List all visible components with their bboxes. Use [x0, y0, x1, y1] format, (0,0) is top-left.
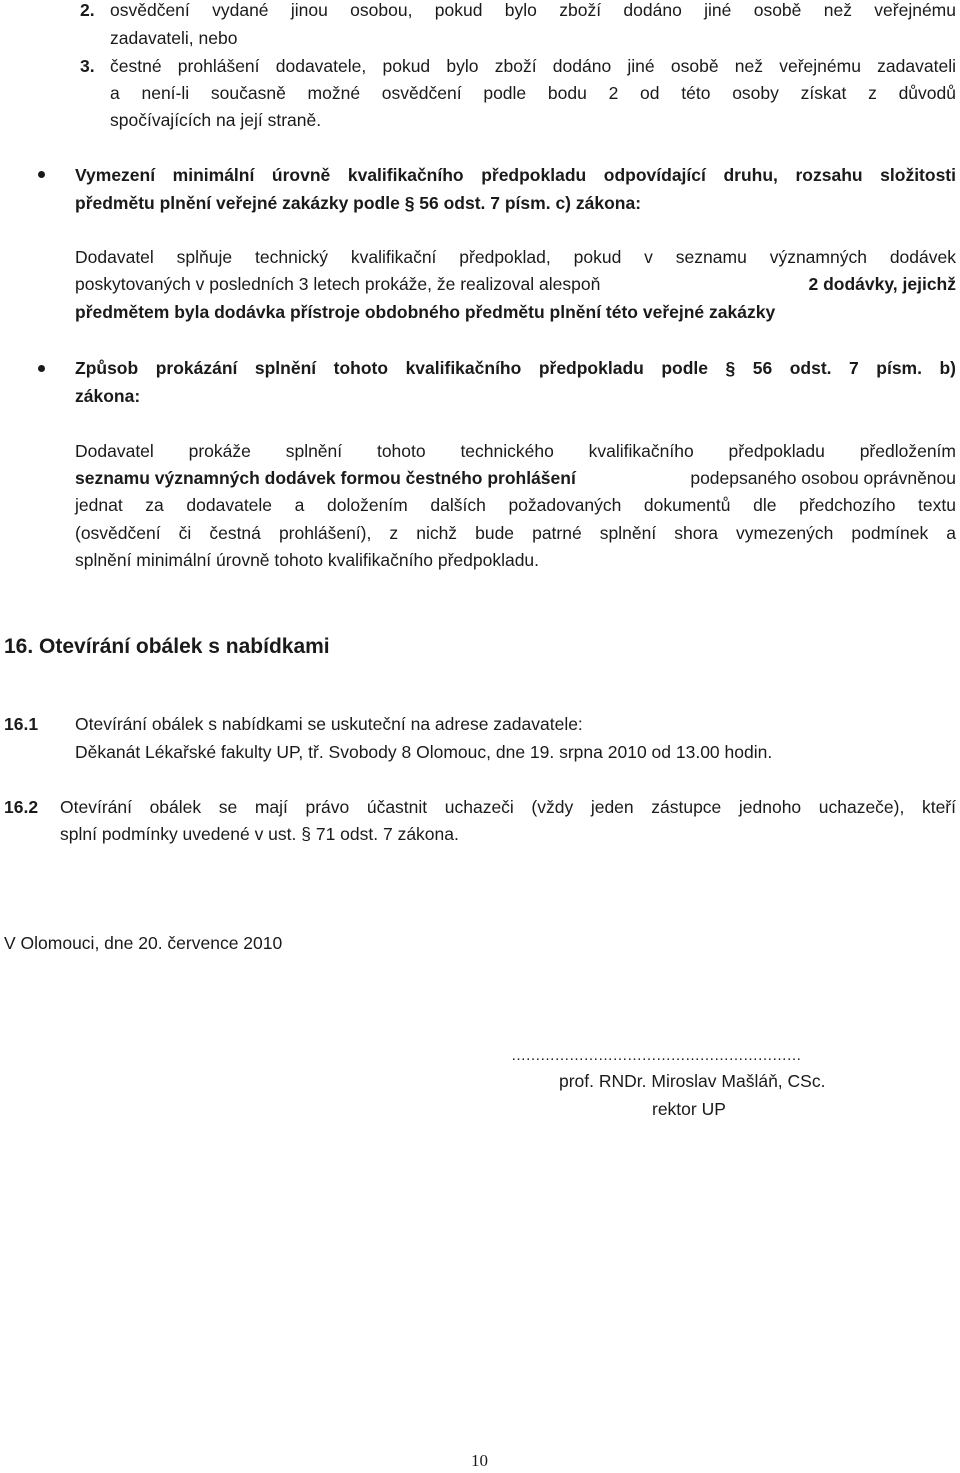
- list-item-3-line1: čestné prohlášení dodavatele, pokud bylo zboží dodáno jiné osobě než veřejnému zadavateli: [110, 56, 956, 76]
- place-and-date: V Olomouci, dne 20. července 2010: [4, 933, 283, 953]
- page-number: 10: [471, 1451, 488, 1470]
- proof-heading-line2: zákona:: [75, 386, 141, 406]
- section-16-title: 16. Otevírání obálek s nabídkami: [4, 635, 330, 658]
- subsection-16-1-line1: Otevírání obálek s nabídkami se uskuteční na adrese zadavatele:: [75, 714, 583, 734]
- min-level-heading-line2: předmětu plnění veřejné zakázky podle § 56 odst. 7 písm. c) zákona:: [75, 193, 642, 213]
- subsection-16-1-line2: Děkanát Lékařské fakulty UP, tř. Svobody 8 Olomouc, dne 19. srpna 2010 od 13.00 hodin.: [75, 742, 773, 762]
- list-item-3-number: 3.: [80, 56, 95, 76]
- subsection-16-2-line1: Otevírání obálek se mají právo účastnit uchazeči (vždy jeden zástupce jednoho uchazeče), kteří: [60, 797, 956, 817]
- subsection-16-1-number: 16.1: [4, 714, 39, 734]
- proof-para-line4: (osvědčení či čestná prohlášení), z nichž bude patrné splnění shora vymezených podmínek a: [75, 523, 956, 543]
- proof-para-line2-bold: seznamu významných dodávek formou čestného prohlášení: [75, 468, 576, 488]
- proof-para-line1: Dodavatel prokáže splnění tohoto technického kvalifikačního předpokladu předložením: [75, 441, 956, 461]
- subsection-16-2-line2: splní podmínky uvedené v ust. § 71 odst. 7 zákona.: [60, 824, 459, 844]
- min-level-para-line2-bold: 2 dodávky, jejichž: [808, 274, 956, 294]
- proof-para-line5: splnění minimální úrovně tohoto kvalifikačního předpokladu.: [75, 550, 540, 570]
- proof-para-line2: [75, 467, 956, 489]
- min-level-para-line2: [75, 273, 956, 295]
- proof-para-line2-normal: podepsaného osobou oprávněnou: [690, 468, 956, 488]
- list-item-3-line3: spočívajících na její straně.: [110, 110, 322, 130]
- subsection-16-2-number: 16.2: [4, 797, 39, 817]
- min-level-para-line3: předmětem byla dodávka přístroje obdobného předmětu plnění této veřejné zakázky: [75, 302, 776, 322]
- min-level-heading-line1: Vymezení minimální úrovně kvalifikačního předpokladu odpovídající druhu, rozsahu složitosti: [75, 165, 956, 185]
- list-item-2-number: 2.: [80, 0, 95, 20]
- signatory-name: prof. RNDr. Miroslav Mašláň, CSc.: [559, 1071, 826, 1091]
- proof-heading-line1: Způsob prokázání splnění tohoto kvalifikačního předpokladu podle § 56 odst. 7 písm. b): [75, 358, 956, 378]
- list-item-2-line1: osvědčení vydané jinou osobou, pokud bylo zboží dodáno jiné osobě než veřejnému: [110, 0, 956, 20]
- signatory-title: rektor UP: [652, 1099, 726, 1119]
- proof-para-line3: jednat za dodavatele a doložením dalších požadovaných dokumentů dle předchozího textu: [75, 495, 956, 515]
- signature-line: ……………………………………………………: [511, 1047, 801, 1064]
- list-item-3-line2: a není-li současně možné osvědčení podle bodu 2 od této osoby získat z důvodů: [110, 83, 956, 103]
- bullet-icon: [38, 365, 45, 372]
- min-level-para-line2-normal: poskytovaných v posledních 3 letech prokáže, že realizoval alespoň: [75, 274, 601, 294]
- min-level-para-line1: Dodavatel splňuje technický kvalifikační předpoklad, pokud v seznamu významných dodávek: [75, 247, 956, 267]
- bullet-icon: [38, 171, 45, 178]
- list-item-2-line2: zadavateli, nebo: [110, 28, 238, 48]
